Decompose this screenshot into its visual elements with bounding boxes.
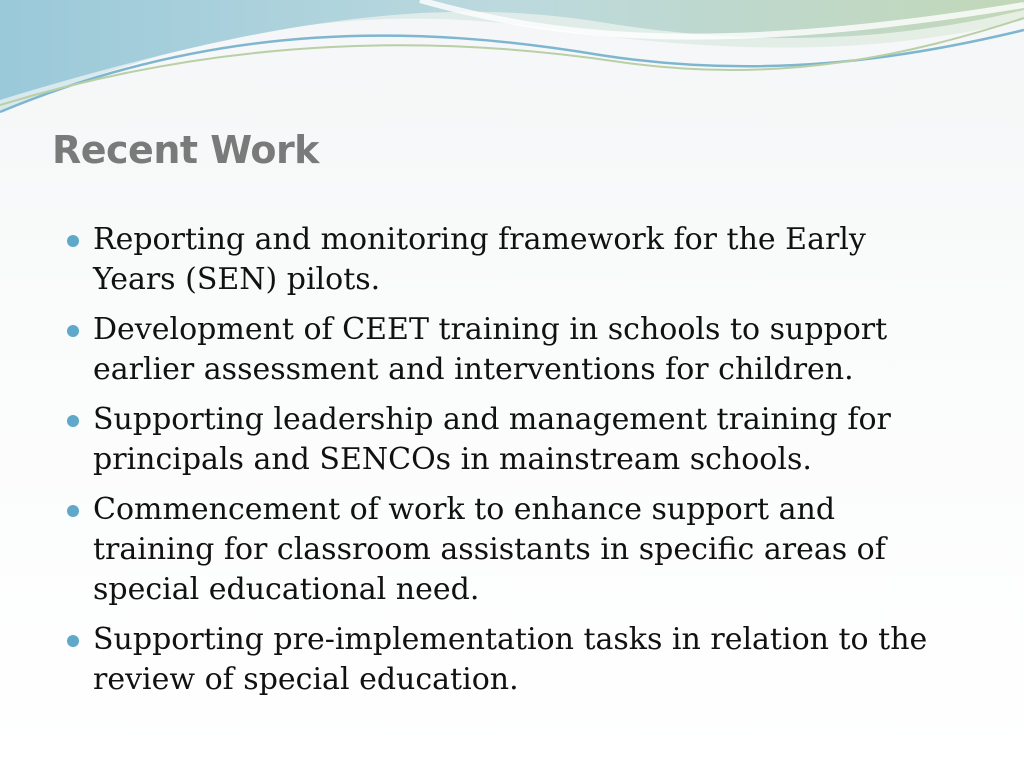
bullet-list: [62, 220, 952, 710]
bullet-text: Development of CEET training in schools to support earlier assessment and interventions for children.: [93, 312, 888, 387]
bullet-dot-icon: [67, 325, 79, 337]
decorative-wave-banner: [0, 0, 1024, 130]
bullet-item: [62, 400, 952, 480]
slide-title: Recent Work: [52, 128, 319, 172]
bullet-dot-icon: [67, 235, 79, 247]
bullet-item: [62, 490, 952, 610]
bullet-dot-icon: [67, 505, 79, 517]
bullet-text: Supporting leadership and management training for principals and SENCOs in mainstream schools.: [93, 402, 891, 477]
bullet-item: [62, 620, 952, 700]
bullet-text: Commencement of work to enhance support and training for classroom assistants in specific areas of special educational need.: [93, 492, 886, 607]
bullet-dot-icon: [67, 415, 79, 427]
bullet-item: [62, 220, 952, 300]
bullet-dot-icon: [67, 635, 79, 647]
bullet-text: Reporting and monitoring framework for the Early Years (SEN) pilots.: [93, 222, 866, 297]
bullet-text: Supporting pre-implementation tasks in relation to the review of special education.: [93, 622, 928, 697]
bullet-item: [62, 310, 952, 390]
